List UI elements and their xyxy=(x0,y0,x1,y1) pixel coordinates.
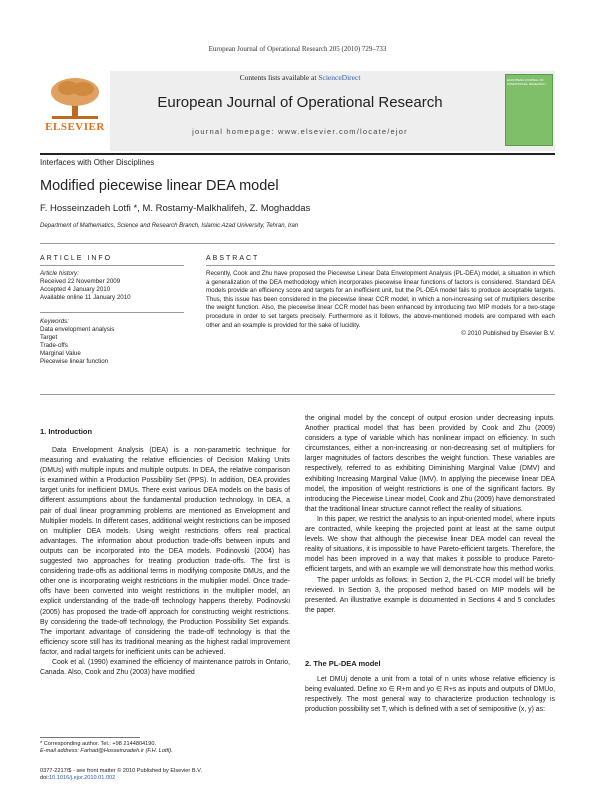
publisher-logo-text: ELSEVIER xyxy=(45,121,105,133)
keyword: Target xyxy=(40,334,58,341)
keywords xyxy=(40,318,184,366)
article-section: Interfaces with Other Disciplines xyxy=(40,158,155,167)
right-column xyxy=(305,414,555,616)
masthead-rule xyxy=(40,153,555,155)
paragraph: The paper unfolds as follows: in Section 2, the PL-CCR model will be briefly reviewed. In Section 3, the proposed method based on MIP models will be presented. An illustrative example is documented in Sections 4 and 5 concludes the paper. xyxy=(305,576,555,614)
keywords-label: Keywords: xyxy=(40,318,69,325)
history-accepted: Accepted 4 January 2010 xyxy=(40,286,111,293)
front-matter xyxy=(40,768,202,782)
keyword: Marginal Value xyxy=(40,350,81,357)
divider xyxy=(206,265,555,266)
paragraph: the original model by the concept of output erosion under decreasing inputs. Another practical model that has been provided by Cook and Zhu (2009) considers a type of variable which has nonlinear impact on efficiency. In such circumstances, either a non-increasing or non-decreasing set of multipliers for larger magnitudes of factors describes the weight function. These variables are respectively, referred to as exhibiting Diminishing Marginal Value (DMV) and exhibiting Increasing Marginal Value (IMV). In applying the piecewise linear DEA model, the imposition of weight restrictions is one of the significant factors. By introducing the Piecewise Linear model, Cook and Zhu (2009) have demonstrated that the traditional linear structure cannot reflect the reality of situations. xyxy=(305,415,555,513)
article-authors: F. Hosseinzadeh Lotfi *, M. Rostamy-Malkhalifeh, Z. Moghaddas xyxy=(40,203,311,214)
footnote xyxy=(40,741,290,755)
article-title: Modified piecewise linear DEA model xyxy=(40,178,279,194)
masthead-box xyxy=(40,71,555,151)
abstract-heading: ABSTRACT xyxy=(206,255,260,262)
paragraph: Cook et al. (1990) examined the efficiency of maintenance patrols in Ontario, Canada. Also, Cook and Zhu (2003) have modified xyxy=(40,658,290,677)
journal-title: European Journal of Operational Research xyxy=(157,94,443,111)
divider xyxy=(40,312,184,313)
section2-body xyxy=(305,675,555,715)
history-label: Article history: xyxy=(40,270,79,277)
journal-homepage[interactable]: journal homepage: www.elsevier.com/locate/ejor xyxy=(192,127,408,136)
abstract-body xyxy=(206,270,555,339)
running-header: European Journal of Operational Research 205 (2010) 729–733 xyxy=(208,45,387,53)
corresponding-author: * Corresponding author. Tel.: +98 2144804190. xyxy=(40,741,157,747)
email-address: E-mail address: Farhad@Hosseinzadeh.ir (F.H. Lotfi). xyxy=(40,748,173,754)
doi-line xyxy=(40,775,202,782)
abstract-copyright: © 2010 Published by Elsevier B.V. xyxy=(461,330,555,338)
paragraph: Let DMUj denote a unit from a total of n units whose relative efficiency is being evaluated. Define xo ∈ R+m and yo ∈ R+s as inputs and outputs of DMUo, respectively. The most general way to characterize production technology is production possibility set T, which is defined with a set of semipositive (x, y) as: xyxy=(305,676,555,714)
section-heading-introduction: 1. Introduction xyxy=(40,427,93,436)
section-heading-pl-dea: 2. The PL-DEA model xyxy=(305,659,381,668)
abstract-text: Recently, Cook and Zhu have proposed the Piecewise Linear Data Envelopment Analysis (PL-DEA) model, a situation in which a generalization of the DEA methodology which incorporates piecewise linear functions of factors is considered. Standard DEA models provide an efficiency score and targets for an inefficient unit, but the PL-DEA model fails to produce acceptable targets. Thus, this issue has been considered in the piecewise linear CCR model, in which a non-increasing set of multipliers describe the weight function. Also, the piecewise linear CCR model has been enhanced by introducing two MIP models for a two-stage procedure in order to set targets precisely. Furthermore as it follows, the above-mentioned models are compared with each other and an example is provided for the sake of lucidity. xyxy=(206,270,555,329)
doi-link[interactable]: 10.1016/j.ejor.2010.01.002 xyxy=(49,775,116,781)
divider xyxy=(40,265,184,266)
keyword: Piecewise linear function xyxy=(40,358,109,365)
keyword: Trade-offs xyxy=(40,342,68,349)
article-info-heading: ARTICLE INFO xyxy=(40,255,113,262)
left-column xyxy=(40,446,290,678)
article-history xyxy=(40,270,184,302)
journal-cover-text: EUROPEAN JOURNAL OF OPERATIONAL RESEARCH xyxy=(507,78,546,86)
history-received: Received 22 November 2009 xyxy=(40,278,121,285)
footnote-rule xyxy=(40,737,140,738)
keyword: Data envelopment analysis xyxy=(40,326,115,333)
doi-prefix: doi: xyxy=(40,775,50,781)
sciencedirect-link[interactable]: ScienceDirect xyxy=(318,73,361,82)
article-affiliation: Department of Mathematics, Science and Research Branch, Islamic Azad University, Tehran, Iran xyxy=(40,223,299,229)
elsevier-tree-icon xyxy=(48,76,102,120)
contents-prefix: Contents lists available at xyxy=(239,73,319,82)
paragraph: Data Envelopment Analysis (DEA) is a non-parametric technique for measuring and evaluating the relative efficiencies of Decision Making Units (DMUs) with multiple inputs and multiple outputs. In DEA, the relative comparison is examined within a Production Possibility Set (PPS). In addition, DEA provides target units for inefficient DMUs. There exist various DEA models on the basis of different assumptions about the fundamental production technology. In DEA, a pair of dual linear programming problems are mentioned as Envelopment and Multiplier models. In different cases, additional weight restrictions can be imposed on multiplier DEA models. Using weight restrictions offers real practical advantages. The information about production trade-offs between inputs and outputs can be incorporated into the DEA models. Podinovski (2004) has suggested two approaches for treating production trade-offs. The first is considering trade-offs as additional terms in modifying composite DMUs, and the other one is incorporating weight restrictions in the multiplier model. Once trade-offs have been converted into weight restrictions in the multiplier model, an explicit understanding of the trade-off technology happens thereby. Podinovski (2005) has proposed the trade-off approach for constructing weight restrictions. By considering the trade-off technology, the Production Possibility Set expands. The important advantage of considering the trade-off technology is that the efficiency score still has its traditional meaning as the highest radial improvement factor, and radial targets for inefficient units can be achieved. xyxy=(40,447,290,656)
paragraph: In this paper, we restrict the analysis to an input-oriented model, where inputs are contracted, while keeping the projected point at least at the same output levels. We show that although the piecewise linear DEA model can reveal the reality of situations, it is impossible to have Pareto-efficient targets. Therefore, the model has been improved in a way that makes it possible to produce Pareto-efficient targets, and with an example we will demonstrate how this method works. xyxy=(305,515,555,574)
issn-line: 0377-2217/$ - see front matter © 2010 Published by Elsevier B.V. xyxy=(40,768,202,774)
contents-line xyxy=(110,73,490,82)
history-online: Available online 11 January 2010 xyxy=(40,294,131,301)
divider xyxy=(40,243,555,244)
divider xyxy=(40,394,555,395)
